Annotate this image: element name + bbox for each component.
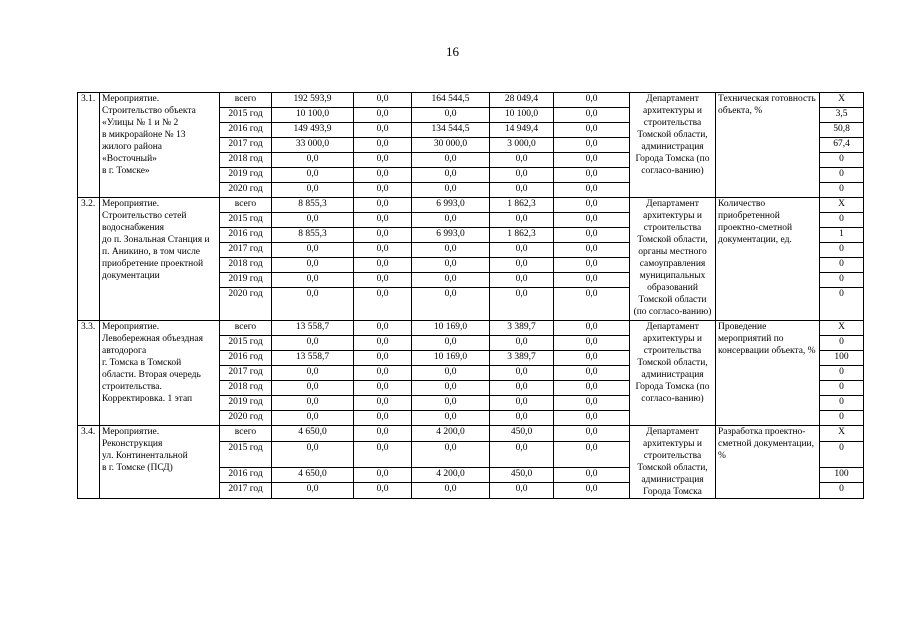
federal-budget-cell: 0,0 [354,366,412,381]
regional-budget-cell: 0,0 [412,441,490,467]
indicator-value-cell: 3,5 [820,108,864,123]
total-cell: 149 493,9 [272,123,354,138]
total-cell: 0,0 [272,336,354,351]
federal-budget-cell: 0,0 [354,258,412,273]
regional-budget-cell: 134 544,5 [412,123,490,138]
federal-budget-cell: 0,0 [354,467,412,483]
other-sources-cell: 0,0 [554,273,630,288]
total-cell: 4 650,0 [272,426,354,442]
total-cell: 0,0 [272,168,354,183]
other-sources-cell: 0,0 [554,381,630,396]
local-budget-cell: 0,0 [490,288,554,321]
total-cell: 0,0 [272,183,354,198]
federal-budget-cell: 0,0 [354,396,412,411]
other-sources-cell: 0,0 [554,198,630,213]
local-budget-cell: 14 949,4 [490,123,554,138]
local-budget-cell: 0,0 [490,153,554,168]
responsible-executor: Департамент архитектуры и строительства Томской области, администрация Города Томска (по согласо-ванию) [630,321,716,426]
responsible-executor: Департамент архитектуры и строительства Томской области, органы местного самоуправления муниципальных образований Томской области (по согласо-ванию) [630,198,716,321]
local-budget-cell: 10 100,0 [490,108,554,123]
federal-budget-cell: 0,0 [354,138,412,153]
total-cell: 0,0 [272,441,354,467]
regional-budget-cell: 0,0 [412,108,490,123]
total-cell: 4 650,0 [272,467,354,483]
indicator-value-cell: 0 [820,183,864,198]
responsible-executor: Департамент архитектуры и строительства Томской области, администрация Города Томска (по согласо-ванию) [630,93,716,198]
indicator-value-cell: 100 [820,351,864,366]
federal-budget-cell: 0,0 [354,183,412,198]
year-cell: 2017 год [220,366,272,381]
local-budget-cell: 0,0 [490,396,554,411]
indicator-value-cell: X [820,198,864,213]
regional-budget-cell: 10 169,0 [412,351,490,366]
total-cell: 0,0 [272,258,354,273]
local-budget-cell: 1 862,3 [490,228,554,243]
year-cell: 2019 год [220,396,272,411]
local-budget-cell: 28 049,4 [490,93,554,108]
year-cell: 2015 год [220,108,272,123]
indicator-value-cell: 0 [820,168,864,183]
responsible-executor: Департамент архитектуры и строительства Томской области, администрация Города Томска [630,426,716,499]
other-sources-cell: 0,0 [554,123,630,138]
total-cell: 192 593,9 [272,93,354,108]
total-cell: 0,0 [272,273,354,288]
local-budget-cell: 0,0 [490,483,554,499]
other-sources-cell: 0,0 [554,351,630,366]
regional-budget-cell: 0,0 [412,258,490,273]
total-cell: 13 558,7 [272,321,354,336]
year-cell: 2017 год [220,483,272,499]
federal-budget-cell: 0,0 [354,123,412,138]
table-row [78,426,864,442]
total-cell: 0,0 [272,396,354,411]
other-sources-cell: 0,0 [554,213,630,228]
regional-budget-cell: 0,0 [412,483,490,499]
local-budget-cell: 0,0 [490,381,554,396]
federal-budget-cell: 0,0 [354,228,412,243]
other-sources-cell: 0,0 [554,153,630,168]
indicator-value-cell: 0 [820,243,864,258]
federal-budget-cell: 0,0 [354,243,412,258]
other-sources-cell: 0,0 [554,336,630,351]
federal-budget-cell: 0,0 [354,381,412,396]
indicator-value-cell: X [820,321,864,336]
indicator-value-cell: 0 [820,411,864,426]
local-budget-cell: 0,0 [490,243,554,258]
program-activities-table [77,92,864,499]
indicator-value-cell: 0 [820,258,864,273]
local-budget-cell: 3 389,7 [490,321,554,336]
other-sources-cell: 0,0 [554,321,630,336]
regional-budget-cell: 0,0 [412,381,490,396]
year-cell: 2015 год [220,441,272,467]
local-budget-cell: 0,0 [490,183,554,198]
federal-budget-cell: 0,0 [354,273,412,288]
regional-budget-cell: 30 000,0 [412,138,490,153]
regional-budget-cell: 0,0 [412,168,490,183]
indicator-value-cell: 0 [820,153,864,168]
page-number: 16 [446,44,459,59]
federal-budget-cell: 0,0 [354,483,412,499]
local-budget-cell: 450,0 [490,426,554,442]
year-cell: 2019 год [220,168,272,183]
year-cell: 2016 год [220,123,272,138]
regional-budget-cell: 0,0 [412,273,490,288]
activity-name: Мероприятие. Левобережная объездная автодорога г. Томска в Томской области. Вторая очередь строительства. Корректировка. 1 этап [100,321,220,426]
total-cell: 0,0 [272,381,354,396]
year-cell: 2016 год [220,351,272,366]
year-cell: 2020 год [220,411,272,426]
indicator-value-cell: 0 [820,273,864,288]
local-budget-cell: 3 000,0 [490,138,554,153]
total-cell: 0,0 [272,213,354,228]
regional-budget-cell: 10 169,0 [412,321,490,336]
regional-budget-cell: 6 993,0 [412,198,490,213]
total-cell: 0,0 [272,483,354,499]
regional-budget-cell: 0,0 [412,183,490,198]
federal-budget-cell: 0,0 [354,288,412,321]
table-row [78,321,864,336]
total-cell: 33 000,0 [272,138,354,153]
local-budget-cell: 0,0 [490,213,554,228]
indicator-value-cell: X [820,426,864,442]
year-cell: 2020 год [220,288,272,321]
indicator-value-cell: 0 [820,483,864,499]
year-cell: 2017 год [220,243,272,258]
federal-budget-cell: 0,0 [354,426,412,442]
year-cell: 2018 год [220,153,272,168]
other-sources-cell: 0,0 [554,441,630,467]
other-sources-cell: 0,0 [554,366,630,381]
regional-budget-cell: 0,0 [412,153,490,168]
other-sources-cell: 0,0 [554,228,630,243]
federal-budget-cell: 0,0 [354,198,412,213]
local-budget-cell: 0,0 [490,258,554,273]
other-sources-cell: 0,0 [554,138,630,153]
year-cell: всего [220,426,272,442]
table-row [78,198,864,213]
indicator-value-cell: 50,8 [820,123,864,138]
federal-budget-cell: 0,0 [354,411,412,426]
regional-budget-cell: 4 200,0 [412,426,490,442]
regional-budget-cell: 0,0 [412,213,490,228]
total-cell: 0,0 [272,366,354,381]
indicator-value-cell: X [820,93,864,108]
regional-budget-cell: 0,0 [412,336,490,351]
other-sources-cell: 0,0 [554,183,630,198]
regional-budget-cell: 4 200,0 [412,467,490,483]
local-budget-cell: 0,0 [490,168,554,183]
indicator-value-cell: 1 [820,228,864,243]
other-sources-cell: 0,0 [554,168,630,183]
regional-budget-cell: 0,0 [412,243,490,258]
year-cell: всего [220,93,272,108]
regional-budget-cell: 0,0 [412,288,490,321]
regional-budget-cell: 6 993,0 [412,228,490,243]
indicator-value-cell: 0 [820,381,864,396]
federal-budget-cell: 0,0 [354,213,412,228]
activity-number: 3.4. [78,426,100,499]
local-budget-cell: 0,0 [490,411,554,426]
total-cell: 0,0 [272,411,354,426]
other-sources-cell: 0,0 [554,396,630,411]
total-cell: 0,0 [272,243,354,258]
regional-budget-cell: 0,0 [412,396,490,411]
indicator-name: Техническая готовность объекта, % [716,93,820,198]
indicator-value-cell: 0 [820,396,864,411]
activity-number: 3.1. [78,93,100,198]
indicator-value-cell: 67,4 [820,138,864,153]
other-sources-cell: 0,0 [554,288,630,321]
other-sources-cell: 0,0 [554,467,630,483]
indicator-value-cell: 100 [820,467,864,483]
other-sources-cell: 0,0 [554,243,630,258]
activity-number: 3.3. [78,321,100,426]
federal-budget-cell: 0,0 [354,441,412,467]
federal-budget-cell: 0,0 [354,336,412,351]
indicator-name: Количество приобретенной проектно-сметной документации, ед. [716,198,820,321]
federal-budget-cell: 0,0 [354,321,412,336]
year-cell: 2015 год [220,336,272,351]
year-cell: 2016 год [220,228,272,243]
regional-budget-cell: 0,0 [412,366,490,381]
indicator-value-cell: 0 [820,336,864,351]
total-cell: 0,0 [272,288,354,321]
other-sources-cell: 0,0 [554,108,630,123]
federal-budget-cell: 0,0 [354,108,412,123]
indicator-name: Разработка проектно-сметной документации, % [716,426,820,499]
year-cell: всего [220,198,272,213]
indicator-name: Проведение мероприятий по консервации объекта, % [716,321,820,426]
year-cell: 2019 год [220,273,272,288]
other-sources-cell: 0,0 [554,411,630,426]
activity-number: 3.2. [78,198,100,321]
federal-budget-cell: 0,0 [354,153,412,168]
total-cell: 8 855,3 [272,228,354,243]
total-cell: 10 100,0 [272,108,354,123]
total-cell: 0,0 [272,153,354,168]
indicator-value-cell: 0 [820,366,864,381]
local-budget-cell: 3 389,7 [490,351,554,366]
year-cell: 2017 год [220,138,272,153]
total-cell: 8 855,3 [272,198,354,213]
local-budget-cell: 0,0 [490,273,554,288]
activity-name: Мероприятие. Реконструкция ул. Континентальной в г. Томске (ПСД) [100,426,220,499]
other-sources-cell: 0,0 [554,258,630,273]
year-cell: 2016 год [220,467,272,483]
year-cell: всего [220,321,272,336]
year-cell: 2018 год [220,258,272,273]
regional-budget-cell: 164 544,5 [412,93,490,108]
local-budget-cell: 0,0 [490,336,554,351]
federal-budget-cell: 0,0 [354,93,412,108]
table-row [78,93,864,108]
local-budget-cell: 0,0 [490,366,554,381]
other-sources-cell: 0,0 [554,483,630,499]
year-cell: 2018 год [220,381,272,396]
other-sources-cell: 0,0 [554,93,630,108]
federal-budget-cell: 0,0 [354,168,412,183]
indicator-value-cell: 0 [820,441,864,467]
other-sources-cell: 0,0 [554,426,630,442]
local-budget-cell: 450,0 [490,467,554,483]
year-cell: 2020 год [220,183,272,198]
federal-budget-cell: 0,0 [354,351,412,366]
indicator-value-cell: 0 [820,213,864,228]
activity-name: Мероприятие. Строительство объекта «Улицы № 1 и № 2 в микрорайоне № 13 жилого района «Восточный» в г. Томске» [100,93,220,198]
year-cell: 2015 год [220,213,272,228]
activity-name: Мероприятие. Строительство сетей водоснабжения до п. Зональная Станция и п. Аникино, в том числе приобретение проектной документации [100,198,220,321]
local-budget-cell: 1 862,3 [490,198,554,213]
total-cell: 13 558,7 [272,351,354,366]
indicator-value-cell: 0 [820,288,864,321]
regional-budget-cell: 0,0 [412,411,490,426]
local-budget-cell: 0,0 [490,441,554,467]
